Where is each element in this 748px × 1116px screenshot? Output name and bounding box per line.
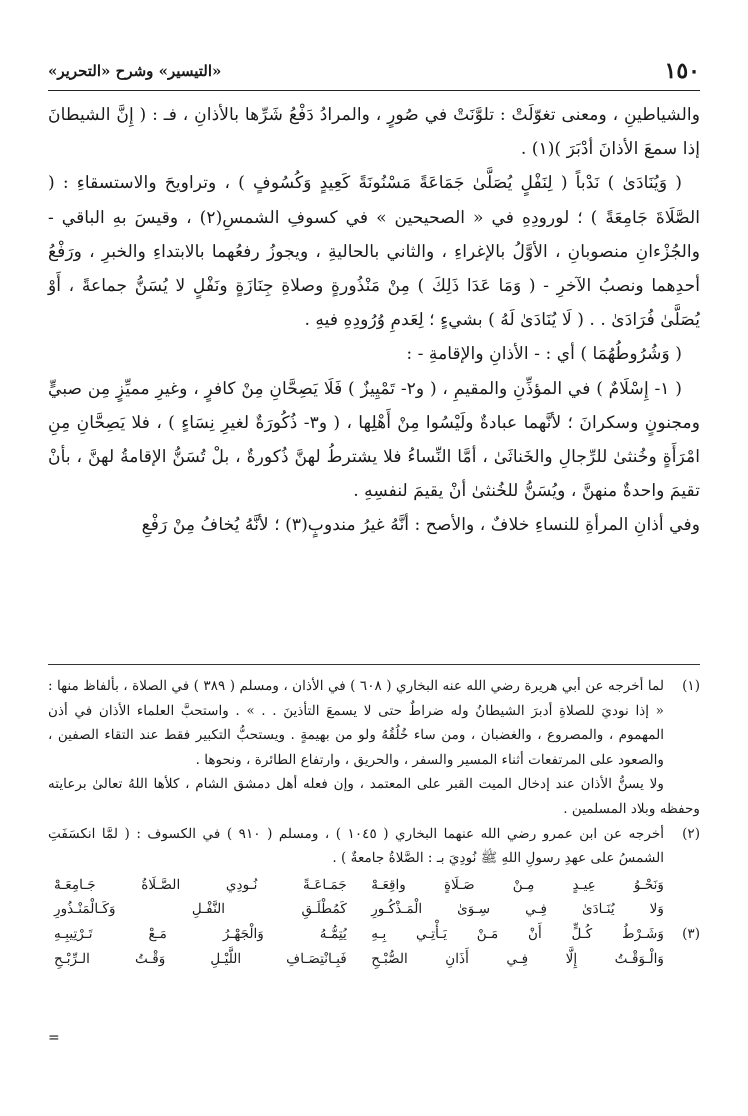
paragraph: وفي أذانِ المرأةِ للنساءِ خلافٌ ، والأصح : أنَّهُ غيرُ مندوبٍ(٣) ؛ لأنَّهُ يُخافُ مِنْ رَفْعِ [141, 515, 700, 536]
footnote-text: أخرجه عن ابن عمرو رضي الله عنهما البخاري ( ١٠٤٥ ) ، ومسلم ( ٩١٠ ) في الكسوف : ( لمَّا انكسَفَتِ الشمسُ على عهدِ رسولِ اللهِ ﷺ نُودِيَ بـ : الصَّلاةُ جامعةٌ ) . [48, 825, 665, 867]
paragraph: والشياطينِ ، ومعنى تغوّلَتْ : تلوَّنَتْ في صُورٍ ، والمرادُ دَفْعُ شَرِّها بالأذانِ ، فـ : ( إِنَّ الشيطانَ إذا سمعَ الأذانَ أدْبَرَ )(١) . [48, 105, 700, 160]
page-header [48, 58, 700, 88]
verse-line [48, 947, 664, 972]
verse-second-half: فَبِـانْتِصَـافِ اللَّيْـلِ وَقْـتُ الـرِّبْـحِ [54, 950, 347, 967]
verse-line [48, 922, 664, 947]
verse-block [48, 873, 664, 971]
footnote-text: لما أخرجه عن أبي هريرة رضي الله عنه البخاري ( ٦٠٨ ) في الأذان ، ومسلم ( ٣٨٩ ) في الصلاة ، بألفاظ منها : « إذا نوديَ للصلاةِ أدبرَ الشيطانُ وله ضراطٌ حتى لا يسمعَ التأذينَ . . » . واستحبَّ العلماء الأذان في أذن المهموم ، والمصروع ، والغضبان ، ومن ساء خُلُقُهُ ولو من بهيمةٍ . ويستحبُّ التكبير فقط عند التقاء الصفين ، والصعود على المرتفعات أثناء المسير والسفر ، والحريق ، وارتفاع الطائرة ، ونحوها . [48, 678, 664, 768]
footnote-1 [48, 674, 700, 822]
footnote-text: ولا يسنُّ الأذان عند إدخال الميت القبر على المعتمد ، وإن فعله أهل دمشق الشام ، كلأها اللهُ تعالىٰ برعايته وحفظه وبلاد المسلمين . [48, 776, 700, 817]
footnote-number: (٢) [682, 825, 700, 842]
footnote-rule [48, 664, 700, 665]
running-title: «التيسير» وشرح «التحرير» [48, 62, 222, 80]
paragraph: ( ١- إِسْلَامٌ ) في المؤذِّنِ والمقيمِ ، ( و٢- تَمْيِيزٌ ) فَلَا يَصِحَّانِ مِنْ كافرٍ ، وغيرِ مميِّزٍ مِن صبيٍّ ومجنونٍ وسكرانَ ؛ لأنَّهما عبادةٌ ولَيْسُوا مِنْ أَهْلِها ، ( و٣- ذُكُورَةٌ لغيرِ نِسَاءٍ ) ، فلا يَصِحَّانِ مِنِ امْرَأَةٍ وخُنثىٰ للرِّجالِ والخَناثَىٰ ، أمَّا النِّساءُ فلا يشترطُ لهنَّ ذُكورةٌ ، بلْ تُسَنُّ الإقامةُ لهنَّ ، بأنْ تقيمَ واحدةٌ منهنَّ ، ويُسَنُّ للخُنثىٰ أنْ يقيمَ لنفسِهِ . [48, 378, 700, 502]
paragraph: ( وَشُرُوطُهُمَا ) أي : - الأذانِ والإقامةِ - : [406, 344, 682, 365]
main-text [48, 98, 700, 543]
verse-first-half: وَنَحْـوُ عِيـدٍ مِـنْ صَـلَاةٍ واقِعَـهْ [371, 876, 664, 893]
footnote-number: (٣) [682, 925, 700, 942]
verse-first-half: وَالْـوَقْـتُ إِلَّا فِـي أَذَانِ الصُّبْـحِ [371, 950, 664, 967]
footnote-number: (١) [682, 678, 700, 694]
verse-first-half: وَشَـرْطُ كُـلٍّ أَنْ مَـنْ يَـأْتِـي بِـهِ [371, 925, 664, 942]
paragraph: ( وَيُنَادَىٰ ) نَدْباً ( لِنَفْلٍ يُصَلَّىٰ جَمَاعَةً مَسْنُونَةً كَعِيدٍ وَكُسُوفٍ ) ، وتراويحَ والاستسقاءِ : ( الصَّلَاةَ جَامِعَةً ) ؛ لورودِهِ في « الصحيحين » في كسوفِ الشمسِ(٢) ، وقيسَ بهِ الباقي - والجُزْءانِ منصوبانِ ، الأوَّلُ بالإغراءِ ، والثاني بالحاليةِ ، ويجوزُ رفعُهما بالابتداءِ والخبرِ ، ورَفْعُ أحدِهما ونصبُ الآخرِ - ( وَمَا عَدَا ذَلِكَ ) مِنْ مَنْذُورةٍ وصلاةِ جِنَازَةٍ ونَفْلٍ لا يُسَنُّ جماعةً ، أَوْ يُصَلَّىٰ فُرَادَىٰ . . ( لَا يُنَادَىٰ لَهُ ) بشيءٍ ؛ لِعَدمِ وُرُودِهِ فيهِ . [48, 173, 701, 331]
header-rule [48, 90, 700, 91]
page-number: ١٥٠ [664, 58, 700, 84]
verse-line [48, 873, 664, 898]
verse-second-half: يُتِمُّـهُ وَالْجَهْـرُ مَـعْ تَـرْتِيبِـهِ [54, 925, 347, 942]
verse-line [48, 897, 664, 922]
footnotes [48, 674, 700, 971]
footnote-2 [48, 822, 700, 871]
footnote-3 [48, 873, 700, 971]
verse-first-half: وَلا يُنَـادَىٰ فِـي سِـوَىٰ الْمَـذْكُـورِ [371, 901, 664, 918]
verse-second-half: كَمُطْلَـقِ النَّفْـلِ وَكَـالْمَنْـذُورِ [54, 901, 347, 918]
margin-mark: = [48, 1030, 60, 1046]
verse-second-half: جَمَـاعَـةً نُـودِي الصَّـلَاةُ جَـامِعَـهْ [54, 876, 347, 893]
